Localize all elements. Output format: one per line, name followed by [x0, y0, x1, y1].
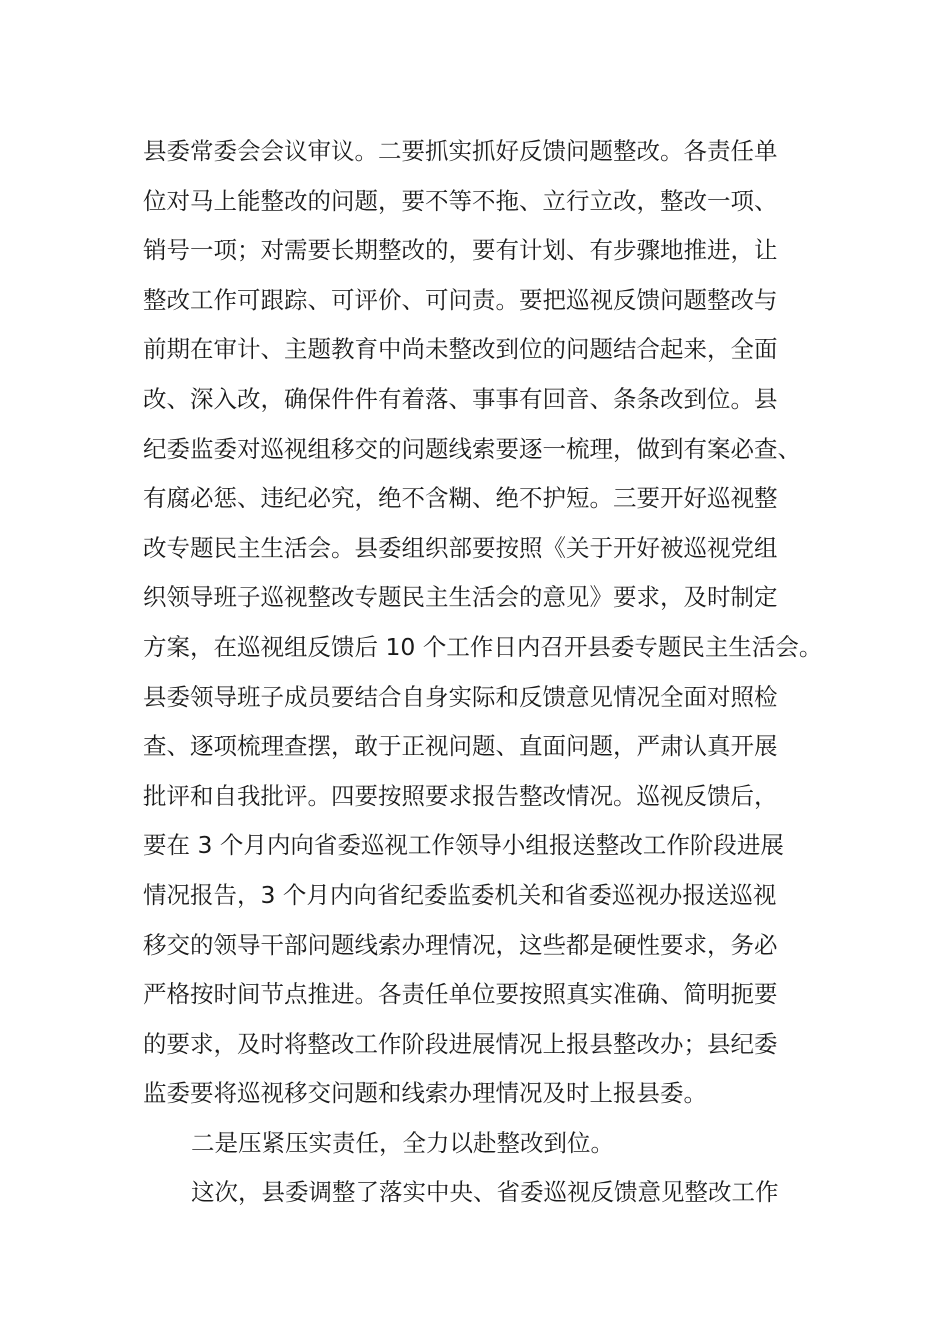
paragraph-start-line: 这次，县委调整了落实中央、省委巡视反馈意见整改工作	[191, 1178, 779, 1207]
text-line: 整改工作可跟踪、可评价、可问责。要把巡视反馈问题整改与	[143, 285, 778, 314]
text-line: 情况报告，3 个月内向省纪委监委机关和省委巡视办报送巡视	[143, 880, 777, 909]
text-line: 纪委监委对巡视组移交的问题线索要逐一梳理，做到有案必查、	[143, 434, 801, 463]
text-line: 要在 3 个月内向省委巡视工作领导小组报送整改工作阶段进展	[143, 831, 784, 860]
text-line: 织领导班子巡视整改专题民主生活会的意见》要求，及时制定	[143, 583, 778, 612]
text-line: 移交的领导干部问题线索办理情况，这些都是硬性要求，务必	[143, 930, 778, 959]
text-line: 查、逐项梳理查摆，敢于正视问题、直面问题，严肃认真开展	[143, 732, 778, 761]
section-heading: 二是压紧压实责任，全力以赴整改到位。	[191, 1128, 614, 1157]
text-line: 严格按时间节点推进。各责任单位要按照真实准确、简明扼要	[143, 980, 778, 1009]
text-line: 改专题民主生活会。县委组织部要按照《关于开好被巡视党组	[143, 533, 778, 562]
text-line: 县委领导班子成员要结合自身实际和反馈意见情况全面对照检	[143, 682, 778, 711]
text-line: 前期在审计、主题教育中尚未整改到位的问题结合起来，全面	[143, 335, 778, 364]
text-line: 方案，在巡视组反馈后 10 个工作日内召开县委专题民主生活会。	[143, 632, 823, 661]
text-line: 县委常委会会议审议。二要抓实抓好反馈问题整改。各责任单	[143, 137, 778, 165]
text-line: 销号一项；对需要长期整改的，要有计划、有步骤地推进，让	[143, 236, 778, 265]
text-line: 位对马上能整改的问题，要不等不拖、立行立改，整改一项、	[143, 186, 778, 215]
text-line: 监委要将巡视移交问题和线索办理情况及时上报县委。	[143, 1079, 707, 1108]
text-line: 改、深入改，确保件件有着落、事事有回音、条条改到位。县	[143, 384, 778, 413]
document-body	[143, 127, 833, 1218]
text-line: 批评和自我批评。四要按照要求报告整改情况。巡视反馈后，	[143, 781, 778, 810]
text-line: 有腐必惩、违纪必究，绝不含糊、绝不护短。三要开好巡视整	[143, 484, 778, 513]
text-line: 的要求，及时将整改工作阶段进展情况上报县整改办；县纪委	[143, 1029, 778, 1058]
